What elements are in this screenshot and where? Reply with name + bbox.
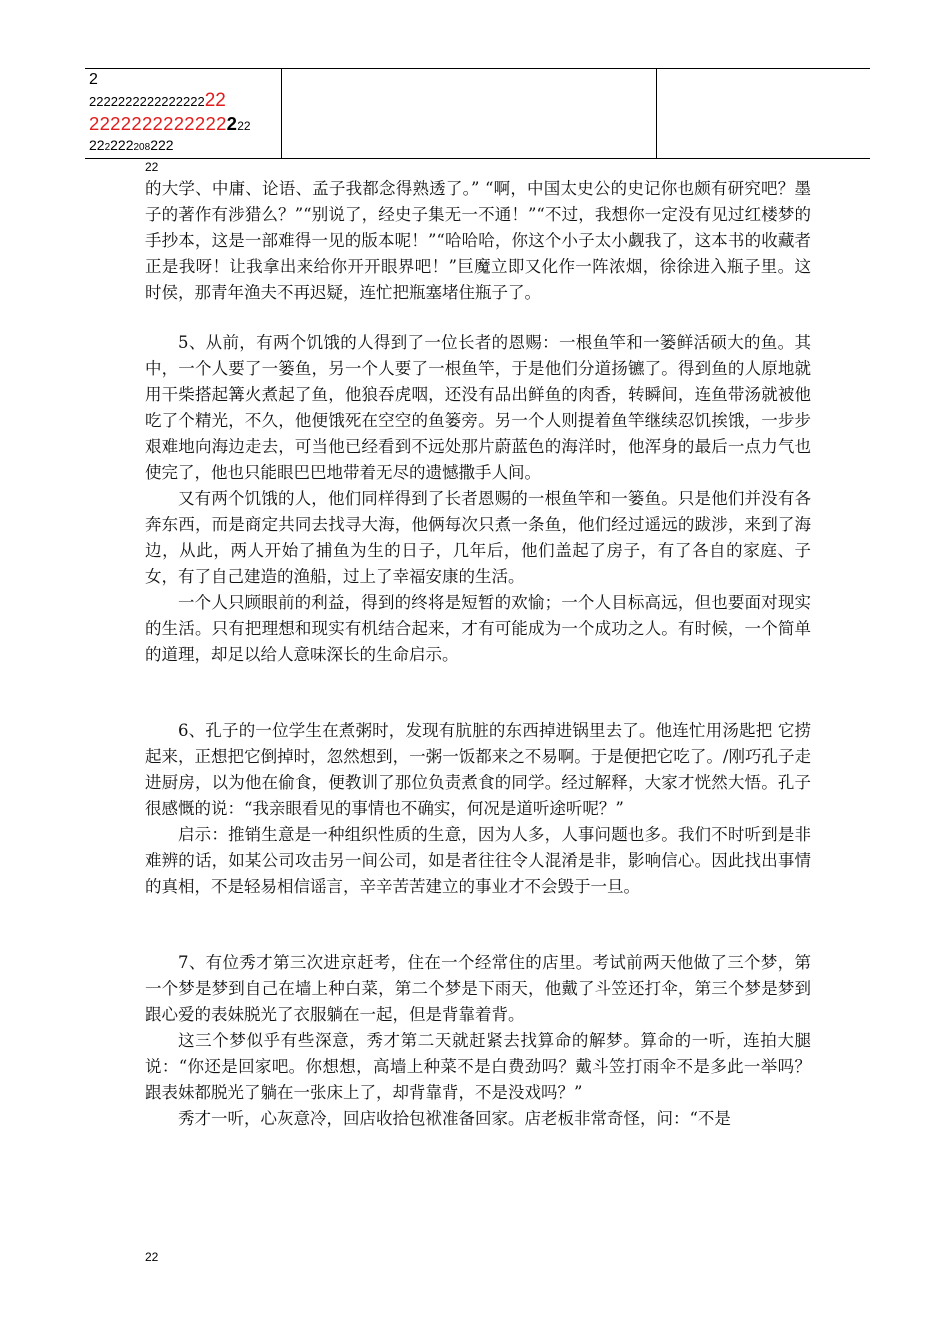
header-line-4 (89, 137, 174, 153)
header-line-3 (89, 113, 251, 135)
header-line-3-bold: 2 (226, 113, 238, 134)
document-body (145, 176, 811, 1132)
header-line-2 (89, 90, 226, 112)
paragraph-story-5-part-2: 又有两个饥饿的人，他们同样得到了长者恩赐的一根鱼竿和一篓鱼。只是他们并没有各奔东西，而是商定共同去找寻大海，他俩每次只煮一条鱼，他们经过遥远的跋涉，来到了海边，从此，两人开始了捕鱼为生的日子，几年后，他们盖起了房子，有了各自的家庭、子女，有了自己建造的渔船，过上了幸福安康的生活。 (145, 489, 811, 586)
spacer (145, 306, 811, 330)
page-number-bottom: 22 (145, 1250, 159, 1264)
header-line-3-red: 2222222222222 (89, 113, 227, 134)
paragraph-continuation: 的大学、中庸、论语、孟子我都念得熟透了。” “啊，中国太史公的史记你也颇有研究吧？墨子的著作有涉猎么？”“别说了，经史子集无一不通！”“不过，我想你一定没有见过红楼梦的手抄本，这是一部难得一见的版本呢！”“哈哈哈，你这个小子太小觑我了，这本书的收藏者正是我呀！让我拿出来给你开开眼界吧！”巨魔立即又化作一阵浓烟，徐徐进入瓶子里。这时侯，那青年渔夫不再迟疑，连忙把瓶塞堵住瓶子了。 (145, 179, 811, 302)
header-line-2-red: 22 (204, 90, 226, 111)
spacer (145, 668, 811, 718)
header-line-4-b: 2 (104, 142, 111, 153)
header-line-4-a: 22 (89, 137, 105, 153)
header-line-1: 2 (89, 71, 98, 88)
header-cell-right (657, 69, 870, 158)
paragraph-story-7: 7、有位秀才第三次进京赶考，住在一个经常住的店里。考试前两天他做了三个梦，第一个梦是梦到自己在墙上种白菜，第二个梦是下雨天，他戴了斗笠还打伞，第三个梦是梦到跟心爱的表妹脱光了衣服躺在一起，但是背靠着背。 (145, 953, 811, 1024)
page-number-top: 22 (145, 160, 159, 174)
header-line-4-e: 222 (150, 137, 174, 153)
header-line-4-c: 222 (110, 137, 134, 153)
header-line-2-black: 2222222222222222 (89, 94, 205, 109)
header-cell-left (85, 69, 282, 158)
paragraph-story-7-part-3: 秀才一听，心灰意冷，回店收拾包袱准备回家。店老板非常奇怪，问：“不是 (178, 1109, 731, 1128)
spacer (145, 900, 811, 950)
paragraph-story-6: 6、孔子的一位学生在煮粥时，发现有肮脏的东西掉进锅里去了。他连忙用汤匙把 它捞起来，正想把它倒掉时，忽然想到，一粥一饭都来之不易啊。于是便把它吃了。/刚巧孔子走进厨房，以为他在偷食，便教训了那位负责煮食的同学。经过解释，大家才恍然大悟。孔子很感慨的说：“我亲眼看见的事情也不确实，何况是道听途听呢？” (145, 721, 811, 818)
header-cell-middle (282, 69, 657, 158)
paragraph-story-5-moral: 一个人只顾眼前的利益，得到的终将是短暂的欢愉；一个人目标高远，但也要面对现实的生活。只有把理想和现实有机结合起来，才有可能成为一个成功之人。有时候，一个简单的道理，却足以给人意味深长的生命启示。 (145, 593, 811, 664)
header-line-3-small: 22 (237, 119, 251, 133)
paragraph-story-7-part-2: 这三个梦似乎有些深意，秀才第二天就赶紧去找算命的解梦。算命的一听，连拍大腿说：“你还是回家吧。你想想，高墙上种菜不是白费劲吗？戴斗笠打雨伞不是多此一举吗？跟表妹都脱光了躺在一张床上了，却背靠背，不是没戏吗？” (145, 1031, 811, 1102)
paragraph-story-5: 5、从前，有两个饥饿的人得到了一位长者的恩赐：一根鱼竿和一篓鲜活硕大的鱼。其中，一个人要了一篓鱼，另一个人要了一根鱼竿，于是他们分道扬镳了。得到鱼的人原地就用干柴搭起篝火煮起了鱼，他狼吞虎咽，还没有品出鲜鱼的肉香，转瞬间，连鱼带汤就被他吃了个精光，不久，他便饿死在空空的鱼篓旁。另一个人则提着鱼竿继续忍饥挨饿，一步步艰难地向海边走去，可当他已经看到不远处那片蔚蓝色的海洋时，他浑身的最后一点力气也使完了，他也只能眼巴巴地带着无尽的遗憾撒手人间。 (145, 333, 811, 482)
header-line-4-d: 208 (133, 142, 151, 153)
header-table (85, 68, 870, 159)
paragraph-story-6-moral: 启示：推销生意是一种组织性质的生意，因为人多，人事问题也多。我们不时听到是非难辨的话，如某公司攻击另一间公司，如是者往往令人混淆是非，影响信心。因此找出事情的真相，不是轻易相信谣言，辛辛苦苦建立的事业才不会毁于一旦。 (145, 825, 811, 896)
